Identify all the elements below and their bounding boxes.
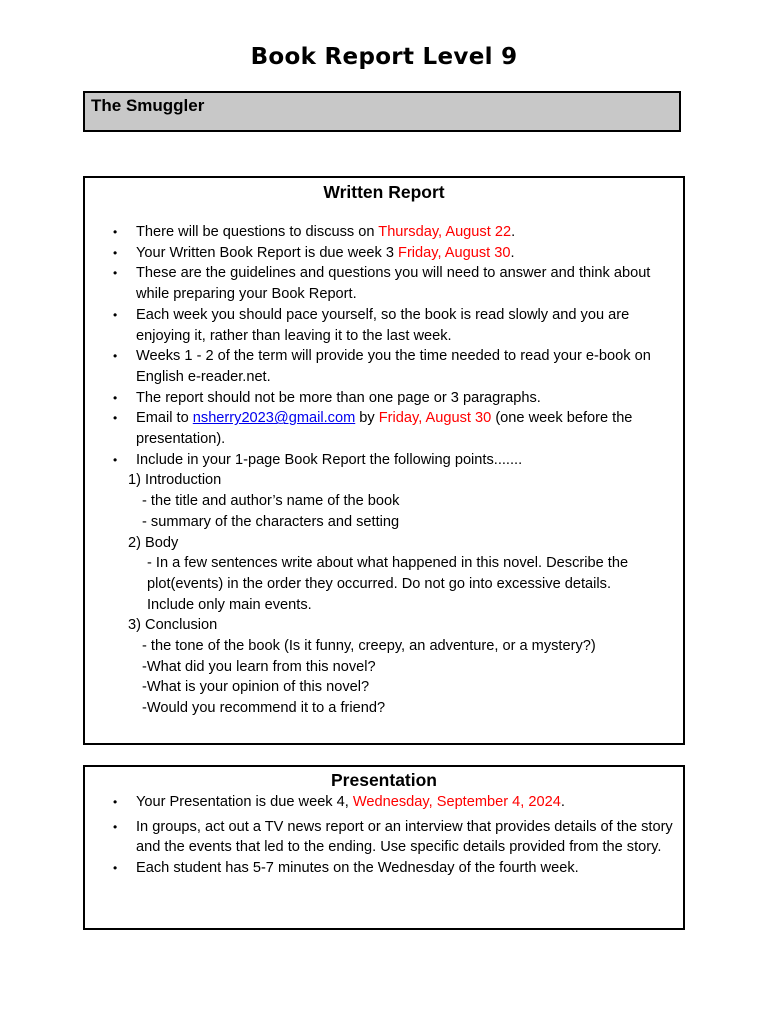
book-title-box bbox=[83, 91, 681, 132]
page-title: Book Report Level 9 bbox=[250, 44, 518, 70]
bullet-icon: • bbox=[113, 349, 118, 364]
list-item: • Your Presentation is due week 4, Wednesday, September 4, 2024. bbox=[85, 792, 683, 813]
presentation-list bbox=[85, 792, 683, 879]
introduction-label: 1) Introduction bbox=[128, 472, 222, 489]
list-item: • In groups, act out a TV news report or an interview that provides details of the story and the events that led to the ending. Use specific details provided from the story. bbox=[113, 818, 673, 856]
conclusion-point: -What is your opinion of this novel? bbox=[142, 679, 370, 696]
conclusion-point: -What did you learn from this novel? bbox=[142, 658, 376, 675]
bullet-icon: • bbox=[113, 266, 118, 281]
list-item: • There will be questions to discuss on Thursday, August 22. bbox=[85, 222, 683, 243]
email-due-date: Friday, August 30 bbox=[378, 410, 492, 427]
written-report-heading: Written Report bbox=[323, 182, 445, 202]
bullet-icon: • bbox=[113, 225, 118, 239]
bullet-icon: • bbox=[113, 390, 118, 405]
due-date: Friday, August 30 bbox=[398, 244, 511, 261]
written-report-list bbox=[85, 222, 683, 470]
bullet-icon: • bbox=[113, 411, 118, 426]
conclusion-label: 3) Conclusion bbox=[128, 617, 218, 634]
presentation-heading: Presentation bbox=[331, 770, 437, 790]
list-item: • These are the guidelines and questions you will need to answer and think about while preparing your Book Report. bbox=[113, 265, 651, 303]
body-label: 2) Body bbox=[128, 534, 179, 551]
list-item: • Each week you should pace yourself, so the book is read slowly and you are enjoying it, rather than leaving it to the last week. bbox=[113, 306, 630, 344]
presentation-section bbox=[83, 765, 685, 930]
presentation-date: Wednesday, September 4, 2024 bbox=[352, 794, 561, 810]
list-item: • Weeks 1 - 2 of the term will provide you the time needed to read your e-book on English e-reader.net. bbox=[113, 348, 651, 385]
list-item: • Each student has 5-7 minutes on the Wednesday of the fourth week. bbox=[85, 858, 683, 879]
list-item: • Email to nsherry2023@gmail.com by Friday, August 30 (one week before the presentation). bbox=[113, 410, 633, 448]
bullet-icon: • bbox=[113, 307, 118, 322]
bullet-icon: • bbox=[113, 861, 118, 876]
written-report-section bbox=[83, 176, 685, 745]
introduction-point: - summary of the characters and setting bbox=[142, 513, 400, 530]
body-point: - In a few sentences write about what happened in this novel. Describe the plot(events) in the order they occurred. Do not go into excessive details. Include only main events. bbox=[147, 555, 629, 613]
list-item: • Your Written Book Report is due week 3 Friday, August 30. bbox=[85, 243, 683, 264]
email-link[interactable]: nsherry2023@gmail.com bbox=[192, 410, 356, 427]
list-item: • The report should not be more than one page or 3 paragraphs. bbox=[85, 388, 683, 409]
book-title: The Smuggler bbox=[91, 96, 205, 115]
bullet-icon: • bbox=[113, 819, 118, 834]
bullet-icon: • bbox=[113, 795, 118, 809]
conclusion-point: - the tone of the book (Is it funny, creepy, an adventure, or a mystery?) bbox=[142, 638, 596, 655]
conclusion-point: -Would you recommend it to a friend? bbox=[142, 700, 386, 717]
bullet-icon: • bbox=[113, 245, 118, 260]
list-item: • Include in your 1-page Book Report the following points....... bbox=[85, 450, 683, 471]
bullet-icon: • bbox=[113, 452, 118, 467]
discussion-date: Thursday, August 22 bbox=[378, 224, 512, 240]
introduction-point: - the title and author’s name of the book bbox=[142, 493, 400, 510]
